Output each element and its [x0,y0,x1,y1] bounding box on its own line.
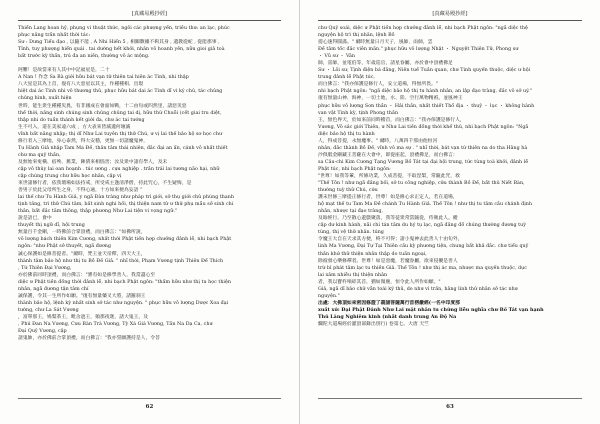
text-line: hộ mạt thế tu Tam Ma Đề chánh Tu Hành Giả. Thế Tôn ! như thị tu tâm cầu chánh định [318,202,532,208]
header-rule [318,20,582,21]
text-line: Phật túc, nhi bạch Phật ngôn: [318,166,391,172]
page-body [318,25,582,393]
text-line: bất trước kỳ thần, trú đa an niên, thường vô ác mộng. [18,54,150,60]
text-line: nhân, ngã đương tận tâm chí [18,286,89,292]
text-line: thường tuỳ thử Chú, cứu [318,188,378,194]
text-line: 來世諸修行者，依我壇場如法持戒，所受戒主逢清淨僧，持此咒心，不生疑悔，是 [18,181,192,187]
text-line: Giả, ngã dĩ bảo chử vẫn toái kỳ thủ, do như vi trần, hằng linh thử nhân sở tác như [318,286,518,292]
text-line: Tỉnh, tuy phượng hiển quái . tai dường hết khởi, nhân vô hoanh yên, nữu gioi giả toà [18,47,225,53]
text-line: Sư ・ Lôi sư, Tịnh điện bá đẳng, Niên tuế Tuần quan, chư Tinh quyến thuộc, diệc ư hội [318,68,531,74]
footer-rule [18,398,281,399]
text-line: 除彼發心樂修禪者。世尊！如是惡魔，若魔眷屬，欲來侵擾是善人 [318,258,458,264]
text-line: Tu Hành Giả nhập Tam Ma Đề, thân tâm thái nhiên, đắc đại an ẩn, cánh vô nhất thiết [18,145,228,151]
text-line: thành bảo hộ, lệnh kỳ nhất sinh sở tác như nguyện. " phục hữu vô lượng Dược Xoa đại [18,300,229,306]
text-line: thập nhi do tuần thánh kết giới đa, chư ác tai tướng [18,117,145,123]
text-line: , Phú Đan Na Vương, Cưu Bàn Trà Vương, Tỳ Xá Giá Vương, Tần Na Dạ Ca, chư [18,321,213,327]
text-line: vĩnh bất năng nhập; thị dĩ Như Lai tuyên thị thử Chú, ư vị lai thế bảo hộ sơ học chư [18,131,223,137]
text-line: "Thế Tôn ! như ngã đẳng bối, sở tu công nghiệp, cửu thành Bồ Đề, bất thủ Niết Bàn, [318,181,525,187]
text-line: phục hữu vô lượng Sơn thần ・ Hải thần, nhất thiết Thổ địa ・ thuỷ ・ lục ・ không hành [318,103,535,109]
text-line: diệc ư Phật tiền đồng thời đảnh lễ, nhi bạch Phật ngôn: "thẩm hữu như thị tu học thiện [18,279,231,285]
text-line: 生不可入，還在美家遠六成 ，方大表來皆滅遺何壞滅 [18,124,131,130]
footer-rule [318,398,582,399]
text-line: 八大星是其為上首，復有八大惡星以其主，作種種相、出現 [18,82,144,88]
text-line: 善男子於此父母所生之身，不得心通，十方如來便為妄語 ” [18,188,143,194]
text-line: tịnh tăng, trì thử Chú tâm, bất sinh nghi hối, thị thiện nam tử ư thử phụ mẫu sở sinh chi [18,202,234,208]
page-header-title: [真藏易殿抄經] [432,11,468,17]
text-line: nguyện." [318,293,340,299]
text-line: hiệt dai ác Tinh nhi vô thương thủ, phục hữu bát dai ác Tinh dĩ vi ký chủ, tác chủng [18,89,223,95]
text-line: van vật Tinh kỳ, tịnh Phong thần [318,110,399,116]
text-line: 及無始來寃橫、宿殃、舊業，陳債來相惱害；汝及衆中諸有學人，及未 [18,159,168,165]
text-line: nguyện hộ trì thị nhân, lệnh Bồ [318,33,395,39]
text-line: Thủ Lăng Nghiêm kinh (nhất danh trung Ấn Độ Na [318,313,457,320]
text-line: lai thế chư Tu Hành Giả, y ngã Đàn tràng như pháp trì giới, sở thụ giới chủ phùng thanh [18,195,235,201]
text-line: 護末世修三摩提正修行者，世尊！如是修心求正定人，若在道場， [318,195,458,201]
text-line: phục năng trần nhất thời tác: [18,33,91,39]
text-line: xuất xứ: Đại Phật Đảnh Như Lai mật nhân tu chứng liễu nghĩa chư Bồ Tát vạn hạnh [318,306,544,313]
text-line: 修行者入三摩地，身心泰然，得大安穩，更無一切諸魔鬼神， [18,138,149,144]
text-line: A Nan ! 作念 Sa Bà giới hữu bát vạn tử thiên tai hiên ác Tinh, nhi thập [18,75,189,81]
text-line: trung đảnh lễ Phật túc, [318,75,375,81]
page-number: 62 [145,404,154,410]
text-line: thuyết thị ngữ dĩ, hội trung [18,223,85,229]
text-line: 人，得成菩提，永無魔事。" 爾時，八萬四千那由他恒河 [318,138,438,144]
text-line: 及餘經行，乃至散心遊戲聚落，我等徒衆常當隨從，侍衛此人。縱 [318,216,458,222]
text-line: 出處：大佛頂如來密因修證了義諸菩薩萬行首楞嚴經(一名中印度那 [318,299,460,306]
text-line: thành tâm bảo hộ như thị tu Bồ Đề Giả. " nhĩ thời, Phạm Vương tịnh Thiên Đế Thích [18,258,224,264]
text-line [18,60,281,67]
text-line: Thiền Lang hoan hỷ, phụng vi thuật thức, ngôi các phượng yến, triều thư: an lạc, phúc [18,26,230,31]
text-line: diệc bảo hộ thị tu hành [318,131,375,137]
text-line: Vương, Vô sắc giới Thiên, ư Như Lai tiền đồng thời khể thủ, nhi bạch Phật ngôn: "Ngã [318,124,529,130]
text-line: nhân, đắc thành Bồ Đề, vĩnh vô ma sự . " nhĩ thời, bát vạn tứ thiên na do tha Hằng hà [318,145,528,151]
text-line: chư ma quỷ thần, [18,152,61,158]
text-line: cập vô thủy lai oan hoạnh . túc ương . cựu nghiệp . trần trái lai tương não hại, nhữ [18,166,220,172]
text-line: nhân, nhược tại đạo tràng, [318,209,384,215]
text-line: 誠心保護如是修菩提者。"爾時，梵王並天帝釋，四天大王， [18,251,146,257]
text-line: Đại Quỷ Vương, cập [18,329,67,335]
text-line: chủng hình, xuất hiện [18,96,72,102]
text-line: 者，我以寶杵殞碎其首，猶如微塵，恒令此人所作如願。" [318,279,441,285]
text-line: , Tứ Thiên Đại Vương, [18,265,72,271]
text-line: 師，雷師，並電伯等，年歲巡官，諸星眷屬，亦於會中頂禮佛足 [318,61,453,67]
text-line: ngôn: "như Phật sở thuyết, ngã đương [18,244,111,250]
text-line: thân, bất đắc tâm thông, thập phương Như Lai tiện vi vọng ngữ." [18,209,178,215]
page-body [18,25,281,393]
text-line: tùng, thị vệ thử nhân. túng [318,230,384,236]
text-line: trừ bỉ phát tâm lạc tu thiền Giả. Thế Tôn ! như thị ác ma, nhược ma quyến thuộc, dục [318,265,527,271]
text-line: tướng, chư La Sát Vương [18,307,79,313]
text-line: 誠保護，令其一生所作如願。"復有無量藥叉大將，諸羅刹王 [18,293,146,299]
text-line: 亦於佛前同時頂禮，而白佛言："審有如是修學善人，我當盡心至 [18,272,156,278]
text-line: cập chúng trung chư hữu học nhân, cập vị [18,173,122,179]
text-line: nhi bạch Phật ngôn: "ngã diệc bảo hộ thị tu hành nhân, an lập đạo tràng, đắc vô sở uý." [318,89,532,95]
text-line: 沙俱胝金剛藏王菩薩在大會中，即從座起，頂禮佛足，而白佛言： [318,152,458,158]
text-line: vô lượng bách thiên Kim Cương, nhất thời Phật tiền hợp chưởng đảnh lễ, nhi bạch Phật [18,237,232,243]
text-line: lai xâm nhiễu thị thiện nhân [318,272,388,278]
page-header [318,9,582,19]
text-line: linh Ma Vương, Đại Tự Tại Thiên cầu kỳ phương tiện, chung bất khả đắc. chư tiểu quỷ [318,244,529,250]
page-header-title: [真藏易殿抄經] [131,11,168,17]
text-line: 世時，能生衆生種種災異，有非國成在會面如戰，十二由旬或四然里，諸惡災惡 [18,103,187,109]
text-line: 說是語已，會中 [18,216,52,222]
page-number: 63 [446,404,454,410]
text-line: ・ Vũ sư ・ Vân [318,54,356,60]
text-line: 令魔王大自在天求其方便，終不可得；諸小鬼神去此善人十由旬外， [318,237,463,243]
text-line: 諸鬼帥，亦於佛前合掌頂禮，而白佛言："我亦誓願護持是人，令菩 [18,336,160,342]
right-page [300,0,600,424]
text-line: thần khứ thử thiện nhân thập do tuần ngoại, [318,251,427,257]
text-line: 提心速得圓滿。" 爾時無量日月天子，風師，雨師，雲 [318,40,433,46]
text-line: 復有無量山神、海神，一切土地，水、陸、空行萬物精祇，並風神王 [318,96,463,102]
text-line: sa Câu-chi Kim Cương Tạng Vương Bồ Tát tại đại hội trung, tức tùng toà khởi, đảnh lễ [318,159,529,165]
text-line: chư Quỷ soái, diệc ư Phật tiền hợp chưởng đảnh lễ, nhi bạch Phật ngôn: "ngã diệc thệ [318,26,528,31]
text-line: ，富單那王，鳩槃茶王，毗舍遮王，頻那夜迦，諸大鬼王，及 [18,314,149,320]
text-line: thế thời, năng sinh chúng sinh chủng chủng tai dị, hữu thứ Chuỗi (cết giai tru diệt, [18,110,222,116]
text-line: 而白佛言："我亦保護是修行人，安立道場，得無所畏。" [318,82,439,88]
text-line: 王，無色界天，於如來前同時稽首，而白佛言："我亦保護是修行人， [318,117,465,123]
page-header [18,9,281,19]
text-line: 阿難！是故當來有人其中中記福星是，二十 [18,68,110,74]
text-line: 爛陀大道場經於灌頂部錄出別行) 卷第七。大唐 天竺 [318,321,429,327]
text-line: "世尊！如我等輩，所修功業，久成菩提，不取涅槃，常隨此咒，救 [318,173,460,179]
header-rule [18,20,281,21]
text-line: 無量百千金剛，一時佛前合掌頂禮，而白佛言："如佛所說， [18,230,146,236]
text-line: Đề tâm tốc đắc viên mãn." phục hữu vô lượng Nhật ・ Nguyệt Thiên Tử, Phong sư [318,47,519,53]
text-line: cập dư kinh hành, nãi chí tán tâm du hý tụ lạc, ngã đẳng đồ chúng thường đương tuỳ [318,223,526,229]
text-line: Sư : Dưng Tiểu đạo , 以隨不能 , Á Nhi Hiển 5 , 相關數據不夠其身 , 遺教從蛇 , 從能那事 , [18,40,220,46]
